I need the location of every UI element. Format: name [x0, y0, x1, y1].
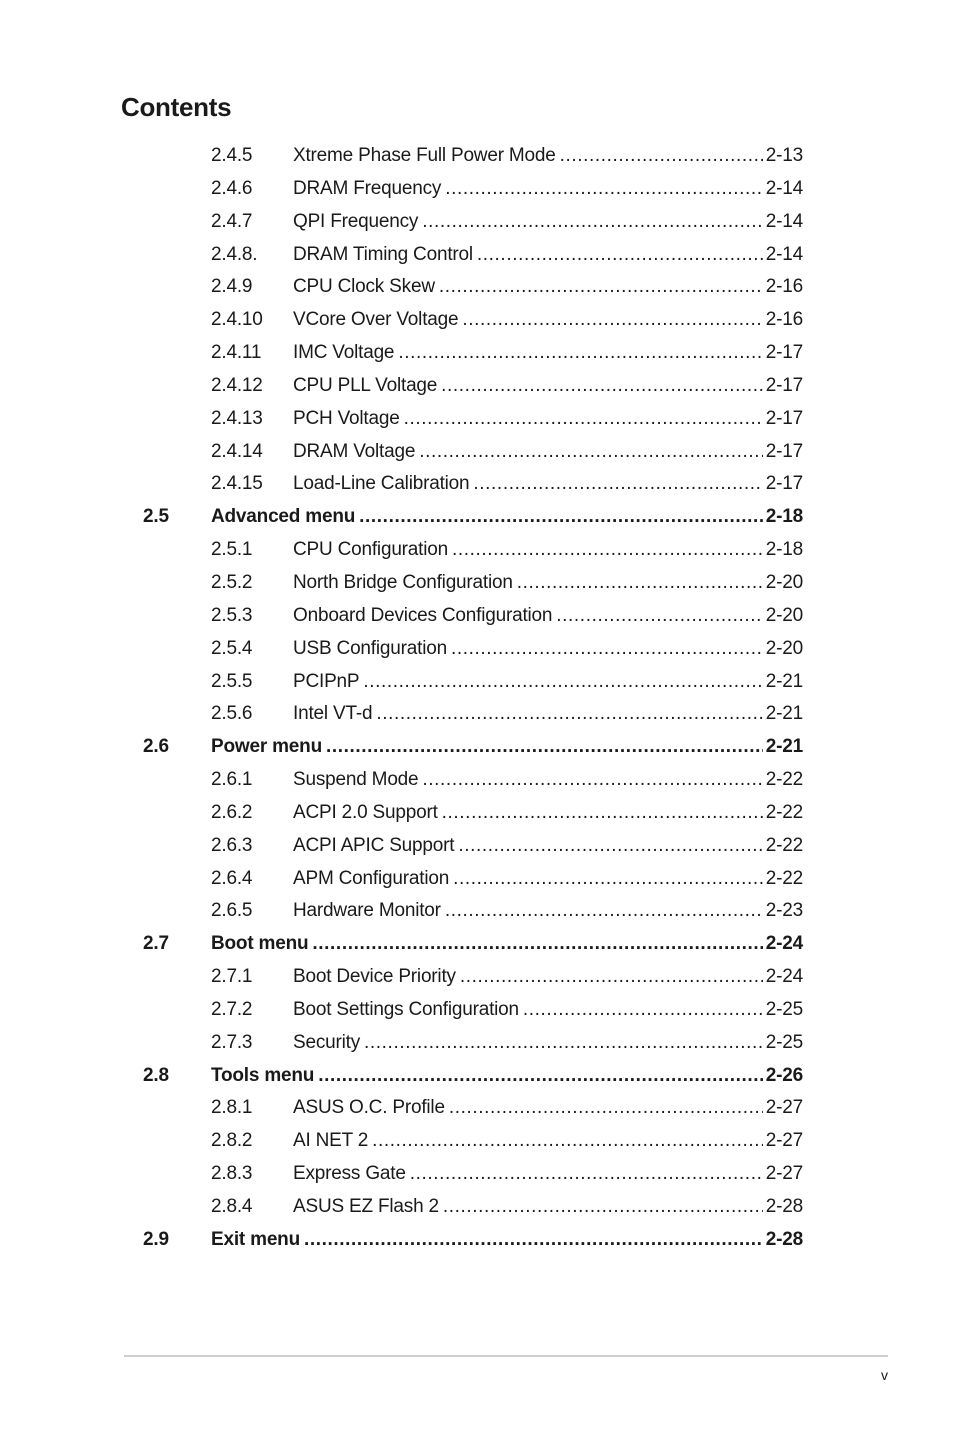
toc-section-entry[interactable] — [0, 1060, 954, 1093]
toc-subsection-entry[interactable] — [0, 1125, 954, 1158]
dot-leader — [318, 1060, 763, 1093]
toc-entry-page[interactable]: 2-22 — [765, 867, 803, 889]
toc-section-entry[interactable] — [0, 1224, 954, 1257]
toc-entry-leader — [293, 468, 803, 501]
toc-entry-page[interactable]: 2-13 — [765, 145, 803, 166]
toc-entry-leader — [211, 501, 803, 534]
dot-leader — [473, 468, 762, 501]
toc-entry-number: 2.5.2 — [211, 571, 253, 593]
toc-entry-leader — [293, 1158, 803, 1191]
toc-subsection-entry[interactable] — [0, 1027, 954, 1060]
dot-leader — [304, 1224, 763, 1257]
dot-leader — [523, 994, 763, 1027]
toc-subsection-entry[interactable] — [0, 698, 954, 731]
toc-entry-leader — [293, 961, 803, 994]
toc-entry-number: 2.5.6 — [211, 703, 253, 725]
page-title: Contents — [121, 92, 232, 122]
toc-entry-number: 2.6.4 — [211, 867, 253, 889]
dot-leader — [372, 1125, 763, 1158]
toc-entry-number: 2.8.1 — [211, 1097, 253, 1119]
toc-entry-title[interactable]: PCIPnP — [293, 670, 360, 692]
toc-entry-leader — [293, 206, 803, 239]
toc-entry-number: 2.7 — [143, 933, 169, 955]
toc-entry-leader — [293, 1191, 803, 1224]
toc-entry-page[interactable]: 2-18 — [765, 506, 803, 528]
toc-entry-title[interactable]: Boot Settings Configuration — [293, 998, 519, 1020]
toc-entry-number: 2.5.4 — [211, 637, 253, 659]
toc-entry-page[interactable]: 2-21 — [765, 670, 803, 692]
toc-entry-page[interactable]: 2-18 — [765, 539, 803, 561]
toc-entry-leader — [293, 436, 803, 469]
toc-entry-title[interactable]: Tools menu — [211, 1064, 315, 1086]
toc-entry-page[interactable]: 2-14 — [765, 210, 803, 232]
toc-entry-title[interactable]: Express Gate — [293, 1163, 406, 1185]
toc-entry-page[interactable]: 2-24 — [765, 933, 803, 955]
toc-entry-number: 2.4.7 — [211, 210, 253, 232]
toc-entry-number: 2.5 — [143, 506, 169, 528]
toc-entry-leader — [211, 928, 803, 961]
dot-leader — [458, 830, 762, 863]
toc-entry-page[interactable]: 2-28 — [765, 1196, 803, 1217]
toc-entry-title[interactable]: DRAM Voltage — [293, 440, 416, 462]
toc-entry-title[interactable]: Advanced menu — [211, 506, 356, 528]
toc-entry-page[interactable]: 2-25 — [765, 998, 803, 1020]
toc-entry-number: 2.7.1 — [211, 966, 253, 988]
toc-entry-number: 2.4.6 — [211, 177, 253, 199]
toc-entry-page[interactable]: 2-16 — [765, 276, 803, 298]
toc-entry-number: 2.5.5 — [211, 670, 253, 692]
toc-entry-number: 2.6.2 — [211, 801, 253, 823]
dot-leader — [460, 961, 763, 994]
toc-subsection-entry[interactable] — [0, 468, 954, 501]
toc-entry-title[interactable]: Security — [293, 1031, 361, 1053]
toc-entry-leader — [293, 1125, 803, 1158]
toc-entry-leader — [293, 863, 803, 896]
toc-subsection-entry[interactable] — [0, 173, 954, 206]
toc-entry-leader — [293, 994, 803, 1027]
toc-entry-title[interactable]: IMC Voltage — [293, 342, 395, 364]
toc-entry-page[interactable]: 2-17 — [765, 473, 803, 495]
toc-entry-leader — [293, 1027, 803, 1060]
toc-subsection-entry[interactable] — [0, 1158, 954, 1191]
toc-entry-title[interactable]: ACPI APIC Support — [293, 834, 455, 856]
toc-entry-leader — [293, 370, 803, 403]
dot-leader — [560, 140, 763, 173]
toc-entry-number: 2.8.4 — [211, 1196, 253, 1217]
toc-entry-leader — [293, 600, 803, 633]
toc-entry-page[interactable]: 2-17 — [765, 374, 803, 396]
toc-entry-page[interactable]: 2-14 — [765, 177, 803, 199]
toc-entry-title[interactable]: ASUS O.C. Profile — [293, 1097, 445, 1119]
toc-entry-title[interactable]: Load-Line Calibration — [293, 473, 470, 495]
toc-entry-title[interactable]: Intel VT-d — [293, 703, 373, 725]
dot-leader — [363, 666, 762, 699]
toc-entry-leader — [211, 731, 803, 764]
dot-leader — [517, 567, 763, 600]
toc-entry-number: 2.6.3 — [211, 834, 253, 856]
toc-entry-number: 2.7.2 — [211, 998, 253, 1020]
toc-entry-number: 2.4.5 — [211, 145, 253, 166]
dot-leader — [398, 337, 762, 370]
toc-entry-page[interactable]: 2-21 — [765, 703, 803, 725]
toc-entry-title[interactable]: CPU PLL Voltage — [293, 374, 438, 396]
toc-entry-page[interactable]: 2-22 — [765, 769, 803, 791]
toc-entry-leader — [293, 403, 803, 436]
toc-entry-leader — [293, 797, 803, 830]
toc-subsection-entry[interactable] — [0, 436, 954, 469]
toc-section-entry[interactable] — [0, 501, 954, 534]
dot-leader — [419, 436, 763, 469]
toc-entry-page[interactable]: 2-28 — [765, 1228, 803, 1250]
dot-leader — [376, 698, 762, 731]
toc-entry-number: 2.4.13 — [211, 407, 263, 429]
toc-section-entry[interactable] — [0, 928, 954, 961]
toc-subsection-entry[interactable] — [0, 895, 954, 928]
toc-entry-leader — [293, 140, 803, 173]
toc-subsection-entry[interactable] — [0, 961, 954, 994]
dot-leader — [462, 304, 762, 337]
toc-section-entry[interactable] — [0, 731, 954, 764]
toc-entry-number: 2.4.11 — [211, 342, 262, 364]
toc-subsection-entry[interactable] — [0, 206, 954, 239]
toc-entry-title[interactable]: Boot menu — [211, 933, 309, 955]
dot-leader — [439, 271, 763, 304]
dot-leader — [312, 928, 762, 961]
toc-entry-leader — [293, 895, 803, 928]
toc-entry-title[interactable]: North Bridge Configuration — [293, 571, 513, 593]
toc-entry-number: 2.8.2 — [211, 1130, 253, 1152]
toc-entry-leader — [293, 337, 803, 370]
toc-entry-page[interactable]: 2-20 — [765, 637, 803, 659]
toc-subsection-entry[interactable] — [0, 140, 954, 173]
toc-entry-number: 2.8.3 — [211, 1163, 253, 1185]
dot-leader — [451, 633, 763, 666]
toc-entry-title[interactable]: PCH Voltage — [293, 407, 400, 429]
dot-leader — [359, 501, 763, 534]
toc-entry-page[interactable]: 2-17 — [765, 407, 803, 429]
toc-entry-leader — [211, 1060, 803, 1093]
page-number: v — [881, 1367, 888, 1383]
toc-entry-title[interactable]: Xtreme Phase Full Power Mode — [293, 145, 556, 166]
dot-leader — [441, 370, 763, 403]
table-of-contents — [0, 140, 954, 1257]
toc-entry-number: 2.5.1 — [211, 539, 253, 561]
toc-entry-number: 2.4.10 — [211, 309, 263, 331]
dot-leader — [422, 206, 763, 239]
toc-subsection-entry[interactable] — [0, 567, 954, 600]
dot-leader — [445, 895, 763, 928]
toc-entry-leader — [293, 239, 803, 272]
toc-entry-title[interactable]: Boot Device Priority — [293, 966, 456, 988]
toc-entry-title[interactable]: VCore Over Voltage — [293, 309, 459, 331]
toc-entry-page[interactable]: 2-26 — [765, 1064, 803, 1086]
toc-entry-page[interactable]: 2-22 — [765, 801, 803, 823]
toc-subsection-entry[interactable] — [0, 830, 954, 863]
toc-entry-title[interactable]: CPU Clock Skew — [293, 276, 435, 298]
toc-entry-leader — [293, 304, 803, 337]
toc-entry-number: 2.9 — [143, 1228, 169, 1250]
toc-entry-title[interactable]: DRAM Frequency — [293, 177, 442, 199]
toc-entry-number: 2.4.12 — [211, 374, 263, 396]
toc-entry-number: 2.6.1 — [211, 769, 253, 791]
toc-entry-page[interactable]: 2-24 — [765, 966, 803, 988]
toc-entry-leader — [293, 633, 803, 666]
toc-entry-number: 2.7.3 — [211, 1031, 253, 1053]
toc-entry-number: 2.4.15 — [211, 473, 263, 495]
toc-entry-number: 2.4.14 — [211, 440, 263, 462]
toc-entry-leader — [293, 666, 803, 699]
toc-entry-page[interactable]: 2-20 — [765, 571, 803, 593]
toc-entry-page[interactable]: 2-23 — [765, 900, 803, 922]
toc-entry-page[interactable]: 2-20 — [765, 604, 803, 626]
dot-leader — [477, 239, 763, 272]
toc-entry-page[interactable]: 2-27 — [765, 1097, 803, 1119]
toc-entry-page[interactable]: 2-27 — [765, 1130, 803, 1152]
toc-entry-number: 2.4.8. — [211, 243, 258, 265]
toc-entry-title[interactable]: USB Configuration — [293, 637, 447, 659]
toc-entry-leader — [293, 534, 803, 567]
toc-entry-number: 2.4.9 — [211, 276, 253, 298]
toc-subsection-entry[interactable] — [0, 600, 954, 633]
toc-entry-page[interactable]: 2-22 — [765, 834, 803, 856]
toc-subsection-entry[interactable] — [0, 403, 954, 436]
toc-entry-leader — [293, 173, 803, 206]
dot-leader — [453, 863, 763, 896]
toc-subsection-entry[interactable] — [0, 534, 954, 567]
toc-entry-number: 2.6 — [143, 736, 169, 758]
toc-entry-title[interactable]: AI NET 2 — [293, 1130, 369, 1152]
toc-subsection-entry[interactable] — [0, 1191, 954, 1224]
dot-leader — [364, 1027, 763, 1060]
toc-entry-title[interactable]: Hardware Monitor — [293, 900, 441, 922]
toc-subsection-entry[interactable] — [0, 863, 954, 896]
dot-leader — [452, 534, 763, 567]
toc-entry-page[interactable]: 2-25 — [765, 1031, 803, 1053]
dot-leader — [326, 731, 763, 764]
dot-leader — [442, 797, 763, 830]
toc-entry-leader — [293, 271, 803, 304]
toc-subsection-entry[interactable] — [0, 666, 954, 699]
toc-subsection-entry[interactable] — [0, 633, 954, 666]
dot-leader — [422, 764, 762, 797]
toc-entry-leader — [211, 1224, 803, 1257]
toc-entry-title[interactable]: ACPI 2.0 Support — [293, 801, 438, 823]
toc-entry-title[interactable]: ASUS EZ Flash 2 — [293, 1196, 439, 1217]
toc-entry-title[interactable]: Onboard Devices Configuration — [293, 604, 553, 626]
toc-subsection-entry[interactable] — [0, 304, 954, 337]
toc-entry-title[interactable]: CPU Configuration — [293, 539, 449, 561]
dot-leader — [449, 1092, 763, 1125]
toc-entry-number: 2.5.3 — [211, 604, 253, 626]
toc-entry-title[interactable]: Power menu — [211, 736, 322, 758]
toc-entry-leader — [293, 764, 803, 797]
toc-subsection-entry[interactable] — [0, 337, 954, 370]
toc-subsection-entry[interactable] — [0, 994, 954, 1027]
toc-entry-page[interactable]: 2-21 — [765, 736, 803, 758]
dot-leader — [410, 1158, 763, 1191]
toc-entry-title[interactable]: DRAM Timing Control — [293, 243, 473, 265]
toc-entry-page[interactable]: 2-14 — [765, 243, 803, 265]
toc-entry-page[interactable]: 2-16 — [765, 309, 803, 331]
dot-leader — [443, 1191, 763, 1224]
toc-entry-page[interactable]: 2-17 — [765, 342, 803, 364]
dot-leader — [404, 403, 763, 436]
toc-entry-page[interactable]: 2-17 — [765, 440, 803, 462]
footer-divider — [124, 1355, 888, 1357]
toc-subsection-entry[interactable] — [0, 239, 954, 272]
toc-subsection-entry[interactable] — [0, 764, 954, 797]
toc-subsection-entry[interactable] — [0, 797, 954, 830]
toc-subsection-entry[interactable] — [0, 1092, 954, 1125]
toc-entry-page[interactable]: 2-27 — [765, 1163, 803, 1185]
dot-leader — [556, 600, 762, 633]
dot-leader — [445, 173, 763, 206]
toc-entry-leader — [293, 698, 803, 731]
toc-entry-title[interactable]: Suspend Mode — [293, 769, 419, 791]
toc-entry-title[interactable]: QPI Frequency — [293, 210, 419, 232]
toc-subsection-entry[interactable] — [0, 370, 954, 403]
toc-entry-leader — [293, 830, 803, 863]
toc-entry-title[interactable]: Exit menu — [211, 1228, 300, 1250]
toc-entry-number: 2.6.5 — [211, 900, 253, 922]
toc-subsection-entry[interactable] — [0, 271, 954, 304]
toc-entry-leader — [293, 567, 803, 600]
toc-entry-title[interactable]: APM Configuration — [293, 867, 450, 889]
toc-entry-leader — [293, 1092, 803, 1125]
toc-entry-number: 2.8 — [143, 1064, 169, 1086]
